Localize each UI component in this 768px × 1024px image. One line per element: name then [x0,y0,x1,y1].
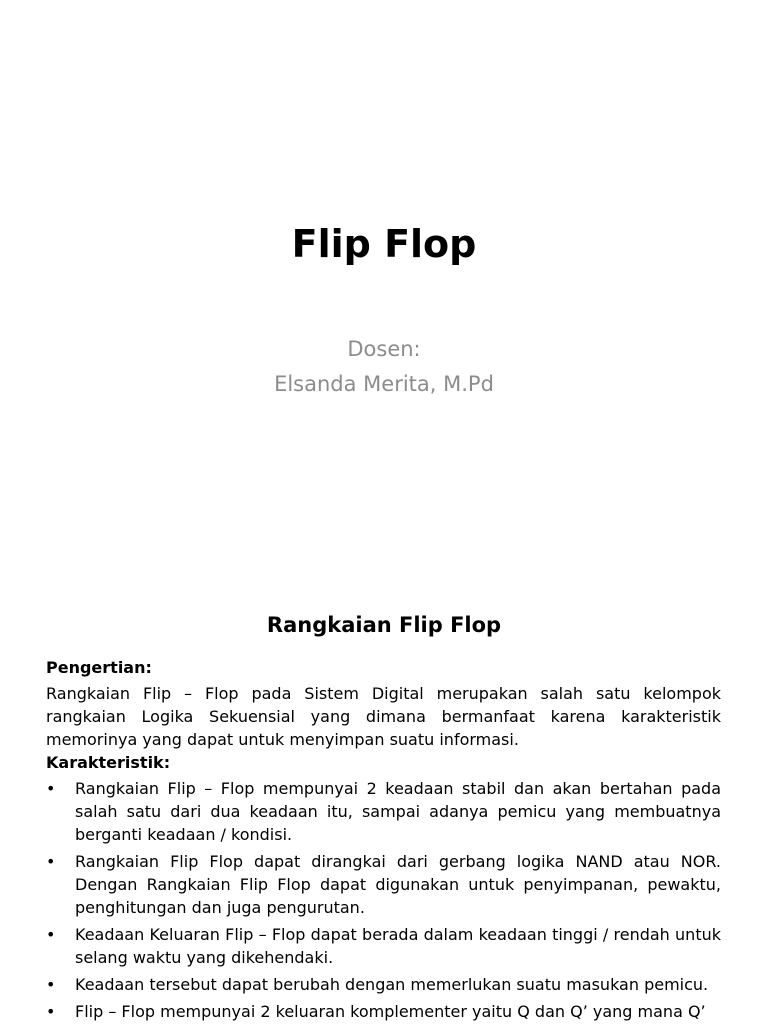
list-item-text: Keadaan Keluaran Flip – Flop dapat berada dalam keadaan tinggi / rendah untuk selang waktu yang dikehendaki. [75,925,721,967]
list-item-text: Rangkaian Flip Flop dapat dirangkai dari gerbang logika NAND atau NOR. Dengan Rangkaian Flip Flop dapat digunakan untuk penyimpanan, pewaktu, penghitungan dan juga pengurutan. [75,852,721,917]
bullet-icon: • [46,852,56,871]
list-item-text: Keadaan tersebut dapat berubah dengan memerlukan suatu masukan pemicu. [75,975,709,994]
pengertian-paragraph: Rangkaian Flip – Flop pada Sistem Digital merupakan salah satu kelompok rangkaian Logika Sekuensial yang dimana bermanfaat karena karakteristik memorinya yang dapat untuk menyimpan suatu informasi. [46,684,721,749]
karakteristik-list [46,777,721,1023]
list-item-text: Flip – Flop mempunyai 2 keluaran komplementer yaitu Q dan Q’ yang mana Q’ [75,1002,706,1021]
list-item-text: Rangkaian Flip – Flop mempunyai 2 keadaan stabil dan akan bertahan pada salah satu dari dua keadaan itu, sampai adanya pemicu yang membuatnya berganti keadaan / kondisi. [75,779,721,844]
list-item [46,1000,721,1023]
pengertian-label: Pengertian: [46,658,152,677]
list-item [46,850,721,919]
lecturer-label: Dosen: [347,337,421,361]
content-slide [0,576,768,1024]
slide-title: Flip Flop [291,222,477,266]
slide-body [46,656,721,1024]
list-item [46,973,721,996]
bullet-icon: • [46,925,56,944]
slide-subtitle [0,332,768,402]
bullet-icon: • [46,779,56,798]
karakteristik-label: Karakteristik: [46,753,171,772]
lecturer-name: Elsanda Merita, M.Pd [274,372,494,396]
list-item [46,923,721,969]
list-item [46,777,721,846]
bullet-icon: • [46,1002,56,1021]
slide-heading: Rangkaian Flip Flop [266,613,502,637]
bullet-icon: • [46,975,56,994]
